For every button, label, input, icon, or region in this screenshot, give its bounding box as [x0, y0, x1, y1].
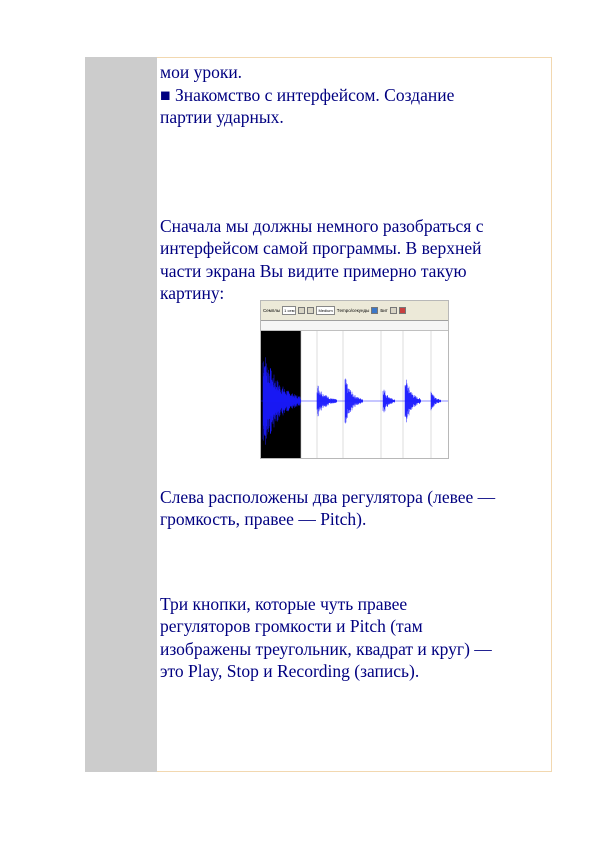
samples-label: Семплы: [263, 308, 281, 313]
quality-select: Medium: [318, 308, 333, 313]
waveform-graphic: [261, 331, 449, 459]
heading-text-1: Знакомство с интерфейсом. Создание: [170, 84, 455, 105]
intro-line-2: интерфейсом самой программы. В верхней: [160, 238, 482, 258]
waveform-area: [261, 331, 448, 459]
samples-select: 1 сем: [284, 308, 295, 313]
buttons-line-3: изображены треугольник, квадрат и круг) —: [160, 638, 492, 659]
tempo-label: Тempo/секунды: [336, 308, 370, 313]
buttons-line-2: регуляторов громкости и Pitch (там: [160, 616, 423, 636]
undo-icon: [307, 307, 314, 314]
beat-label: Бит: [380, 308, 388, 313]
heading-line-1: [160, 84, 545, 107]
timeline-ruler: [261, 321, 448, 331]
intro-line-3: части экрана Вы видите примерно такую: [160, 260, 467, 281]
paragraph-buttons: [160, 593, 545, 683]
buttons-line-4: это Play, Stop и Recording (запись).: [160, 661, 420, 681]
stop-icon: [390, 307, 397, 314]
heading-line-2: партии ударных.: [160, 107, 284, 127]
editor-toolbar: [261, 301, 448, 321]
left-gray-margin: [85, 57, 157, 772]
play-icon: [371, 307, 378, 314]
intro-line-1: Сначала мы должны немного разобраться с: [160, 215, 484, 236]
paragraph-regulators: [160, 486, 545, 531]
heading: [160, 84, 545, 129]
regulators-line-1: Слева расположены два регулятора (левее —: [160, 486, 496, 507]
intro-line-4: картину:: [160, 283, 225, 303]
paragraph-intro: [160, 215, 545, 305]
editor-screenshot: [260, 300, 449, 459]
lessons-line: [160, 61, 545, 84]
dropdown-icon: [298, 307, 305, 314]
record-icon: [399, 307, 406, 314]
lessons-text: мои уроки.: [160, 62, 243, 82]
bullet-icon: ■: [160, 84, 171, 105]
regulators-line-2: громкость, правее — Pitch).: [160, 509, 367, 529]
buttons-line-1: Три кнопки, которые чуть правее: [160, 593, 408, 614]
